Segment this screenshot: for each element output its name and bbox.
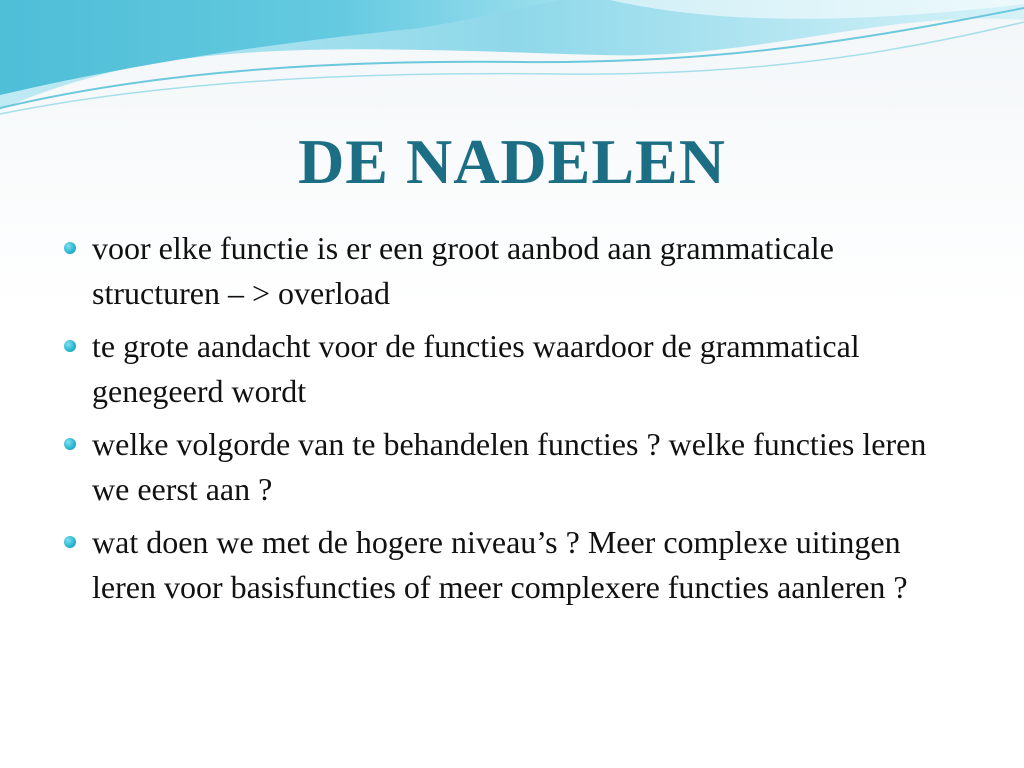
bullet-list — [62, 226, 962, 618]
bullet-text: voor elke functie is er een groot aanbod aan grammaticale structuren – > overload — [92, 230, 834, 311]
bullet-dot-icon — [64, 536, 76, 548]
bullet-text: wat doen we met de hogere niveau’s ? Meer complexe uitingen leren voor basisfuncties of meer complexere functies aanleren ? — [92, 524, 908, 605]
header-wave-decoration — [0, 0, 1024, 130]
bullet-text: te grote aandacht voor de functies waardoor de grammatical genegeerd wordt — [92, 328, 860, 409]
bullet-item — [62, 226, 962, 316]
slide-title: DE NADELEN — [298, 126, 726, 197]
bullet-dot-icon — [64, 242, 76, 254]
bullet-item — [62, 520, 962, 610]
bullet-item — [62, 324, 962, 414]
bullet-dot-icon — [64, 340, 76, 352]
bullet-text: welke volgorde van te behandelen functies ? welke functies leren we eerst aan ? — [92, 426, 927, 507]
bullet-item — [62, 422, 962, 512]
bullet-dot-icon — [64, 438, 76, 450]
